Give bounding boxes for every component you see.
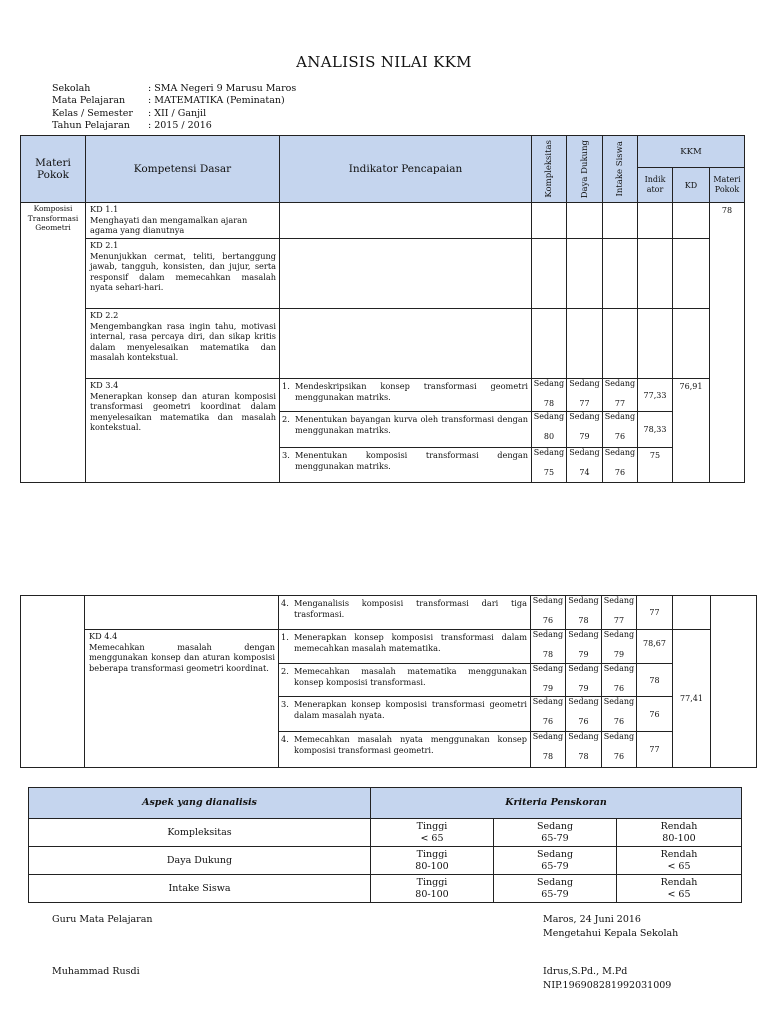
- criteria-rendah: Rendah 80-100: [617, 819, 742, 847]
- indicator: 4. Memecahkan masalah nyata menggunakan konsep komposisi transformasi geometri.: [279, 732, 531, 768]
- kompleksitas-cell: Sedang 78: [532, 379, 567, 412]
- principal-nip: NIP.196908281992031009: [543, 980, 672, 991]
- kkm-kd-empty: [673, 596, 711, 630]
- kkm-materi-empty: [711, 596, 757, 768]
- daya-dukung-cell: Sedang 76: [566, 697, 602, 732]
- principal-role: Mengetahui Kepala Sekolah: [543, 928, 679, 939]
- info-value: : SMA Negeri 9 Marusu Maros: [148, 83, 297, 94]
- criteria-sedang: Sedang 65-79: [494, 875, 617, 903]
- kkm-table-2: [20, 595, 757, 768]
- info-value: : 2015 / 2016: [148, 119, 212, 131]
- intake-cell: Sedang 76: [602, 664, 637, 697]
- criteria-sedang: Sedang 65-79: [494, 847, 617, 875]
- kd-cell: KD 2.2 Mengembangkan rasa ingin tahu, motivasi internal, rasa percaya diri, dan sikap kritis dalam menyelesaikan matematika dan masalah kontekstual.: [86, 309, 280, 379]
- intake-cell: Sedang 76: [603, 412, 638, 448]
- daya-dukung-cell: Sedang 78: [566, 596, 602, 630]
- indicator: 4. Menganalisis komposisi transformasi dari tiga trasformasi.: [279, 596, 531, 630]
- kkm-kd-value: 77,41: [673, 630, 711, 768]
- kkm-kd-value: 76,91: [673, 379, 710, 483]
- kompleksitas-cell: Sedang 80: [532, 412, 567, 448]
- teacher-role: Guru Mata Pelajaran: [52, 914, 153, 925]
- kkm-indikator-value: 78: [637, 664, 673, 697]
- indicator: 2. Menentukan bayangan kurva oleh transformasi dengan menggunakan matriks.: [280, 412, 532, 448]
- kkm-table-1: [20, 135, 745, 483]
- criteria-header-kriteria: Kriteria Penskoran: [371, 788, 742, 819]
- intake-cell: Sedang 76: [603, 448, 638, 483]
- kompleksitas-cell: Sedang 78: [531, 630, 566, 664]
- info-label: Mata Pelajaran: [52, 95, 126, 107]
- kkm-materi-pokok: 78: [710, 203, 745, 483]
- kd-cell: KD 4.4 Memecahkan masalah dengan menggunakan konsep dan aturan komposisi beberapa transformasi geometri koordinat.: [85, 630, 279, 768]
- header-kkm: KKM: [638, 136, 745, 168]
- kompleksitas-cell: Sedang 79: [531, 664, 566, 697]
- daya-dukung-cell: Sedang 77: [567, 379, 603, 412]
- kkm-indikator-value: 77: [637, 596, 673, 630]
- kompleksitas-cell: Sedang 76: [531, 596, 566, 630]
- kompleksitas-cell: Sedang 76: [531, 697, 566, 732]
- kkm-indikator-value: 78,67: [637, 630, 673, 664]
- materi-pokok-empty: [21, 596, 85, 768]
- criteria-tinggi: Tinggi 80-100: [371, 847, 494, 875]
- criteria-tinggi: Tinggi < 65: [371, 819, 494, 847]
- kkm-indikator-value: 77,33: [638, 379, 673, 412]
- criteria-table: [28, 787, 742, 903]
- intake-cell: Sedang 77: [602, 596, 637, 630]
- daya-dukung-cell: Sedang 79: [566, 630, 602, 664]
- intake-cell: Sedang 77: [603, 379, 638, 412]
- criteria-tinggi: Tinggi 80-100: [371, 875, 494, 903]
- header-indikator: Indikator Pencapaian: [280, 136, 532, 203]
- daya-dukung-cell: Sedang 79: [566, 664, 602, 697]
- indicator: 2. Memecahkan masalah matematika menggunakan konsep komposisi transformasi.: [279, 664, 531, 697]
- intake-cell: Sedang 79: [602, 630, 637, 664]
- info-value: : XII / Ganjil: [148, 107, 207, 119]
- intake-cell: Sedang 76: [602, 697, 637, 732]
- materi-pokok: Komposisi Transformasi Geometri: [21, 203, 86, 483]
- criteria-rendah: Rendah < 65: [617, 847, 742, 875]
- info-label: Kelas / Semester: [52, 107, 133, 119]
- criteria-aspect: Daya Dukung: [29, 847, 371, 875]
- daya-dukung-cell: Sedang 79: [567, 412, 603, 448]
- page-title: ANALISIS NILAI KKM: [296, 53, 472, 71]
- kompleksitas-cell: Sedang 75: [532, 448, 567, 483]
- place-date: Maros, 24 Juni 2016: [543, 914, 641, 925]
- teacher-name: Muhammad Rusdi: [52, 966, 140, 977]
- kd-cell: KD 3.4 Menerapkan konsep dan aturan komposisi transformasi geometri koordinat dalam menyelesaikan matematika dan masalah kontekstual.: [86, 379, 280, 483]
- kkm-indikator-value: 77: [637, 732, 673, 768]
- header-daya-dukung: Daya Dukung: [567, 136, 603, 203]
- kkm-indikator-value: 76: [637, 697, 673, 732]
- principal-name: Idrus,S.Pd., M.Pd: [543, 966, 628, 977]
- indicator: 1. Menerapkan konsep komposisi transformasi dalam memecahkan masalah matematika.: [279, 630, 531, 664]
- info-label: Sekolah: [52, 83, 91, 94]
- criteria-rendah: Rendah < 65: [617, 875, 742, 903]
- header-kkm-kd: KD: [673, 168, 710, 203]
- criteria-aspect: Kompleksitas: [29, 819, 371, 847]
- kd-cell: KD 2.1 Menunjukkan cermat, teliti, bertanggung jawab, tangguh, konsisten, dan jujur, serta responsif dalam memecahkan masalah nyata sehari-hari.: [86, 239, 280, 309]
- criteria-header-aspect: Aspek yang dianalisis: [29, 788, 371, 819]
- header-materi: Materi Pokok: [21, 136, 86, 203]
- header-kd: Kompetensi Dasar: [86, 136, 280, 203]
- daya-dukung-cell: Sedang 74: [567, 448, 603, 483]
- daya-dukung-cell: Sedang 78: [566, 732, 602, 768]
- indicator: 3. Menentukan komposisi transformasi dengan menggunakan matriks.: [280, 448, 532, 483]
- kkm-indikator-value: 78,33: [638, 412, 673, 448]
- info-value: : MATEMATIKA (Peminatan): [148, 95, 285, 107]
- header-intake: Intake Siswa: [603, 136, 638, 203]
- indicator: 1. Mendeskripsikan konsep transformasi geometri menggunakan matriks.: [280, 379, 532, 412]
- indicator: 3. Menerapkan konsep komposisi transformasi geometri dalam masalah nyata.: [279, 697, 531, 732]
- header-info: [52, 83, 296, 132]
- header-kkm-materi: Materi Pokok: [710, 168, 745, 203]
- info-label: Tahun Pelajaran: [52, 119, 130, 131]
- kd-cell: KD 1.1 Menghayati dan mengamalkan ajaran agama yang dianutnya: [86, 203, 280, 239]
- criteria-sedang: Sedang 65-79: [494, 819, 617, 847]
- header-kompleksitas: Kompleksitas: [532, 136, 567, 203]
- kkm-indikator-value: 75: [638, 448, 673, 483]
- intake-cell: Sedang 76: [602, 732, 637, 768]
- header-kkm-indikator: Indik ator: [638, 168, 673, 203]
- kd-empty: [85, 596, 279, 630]
- kompleksitas-cell: Sedang 78: [531, 732, 566, 768]
- criteria-aspect: Intake Siswa: [29, 875, 371, 903]
